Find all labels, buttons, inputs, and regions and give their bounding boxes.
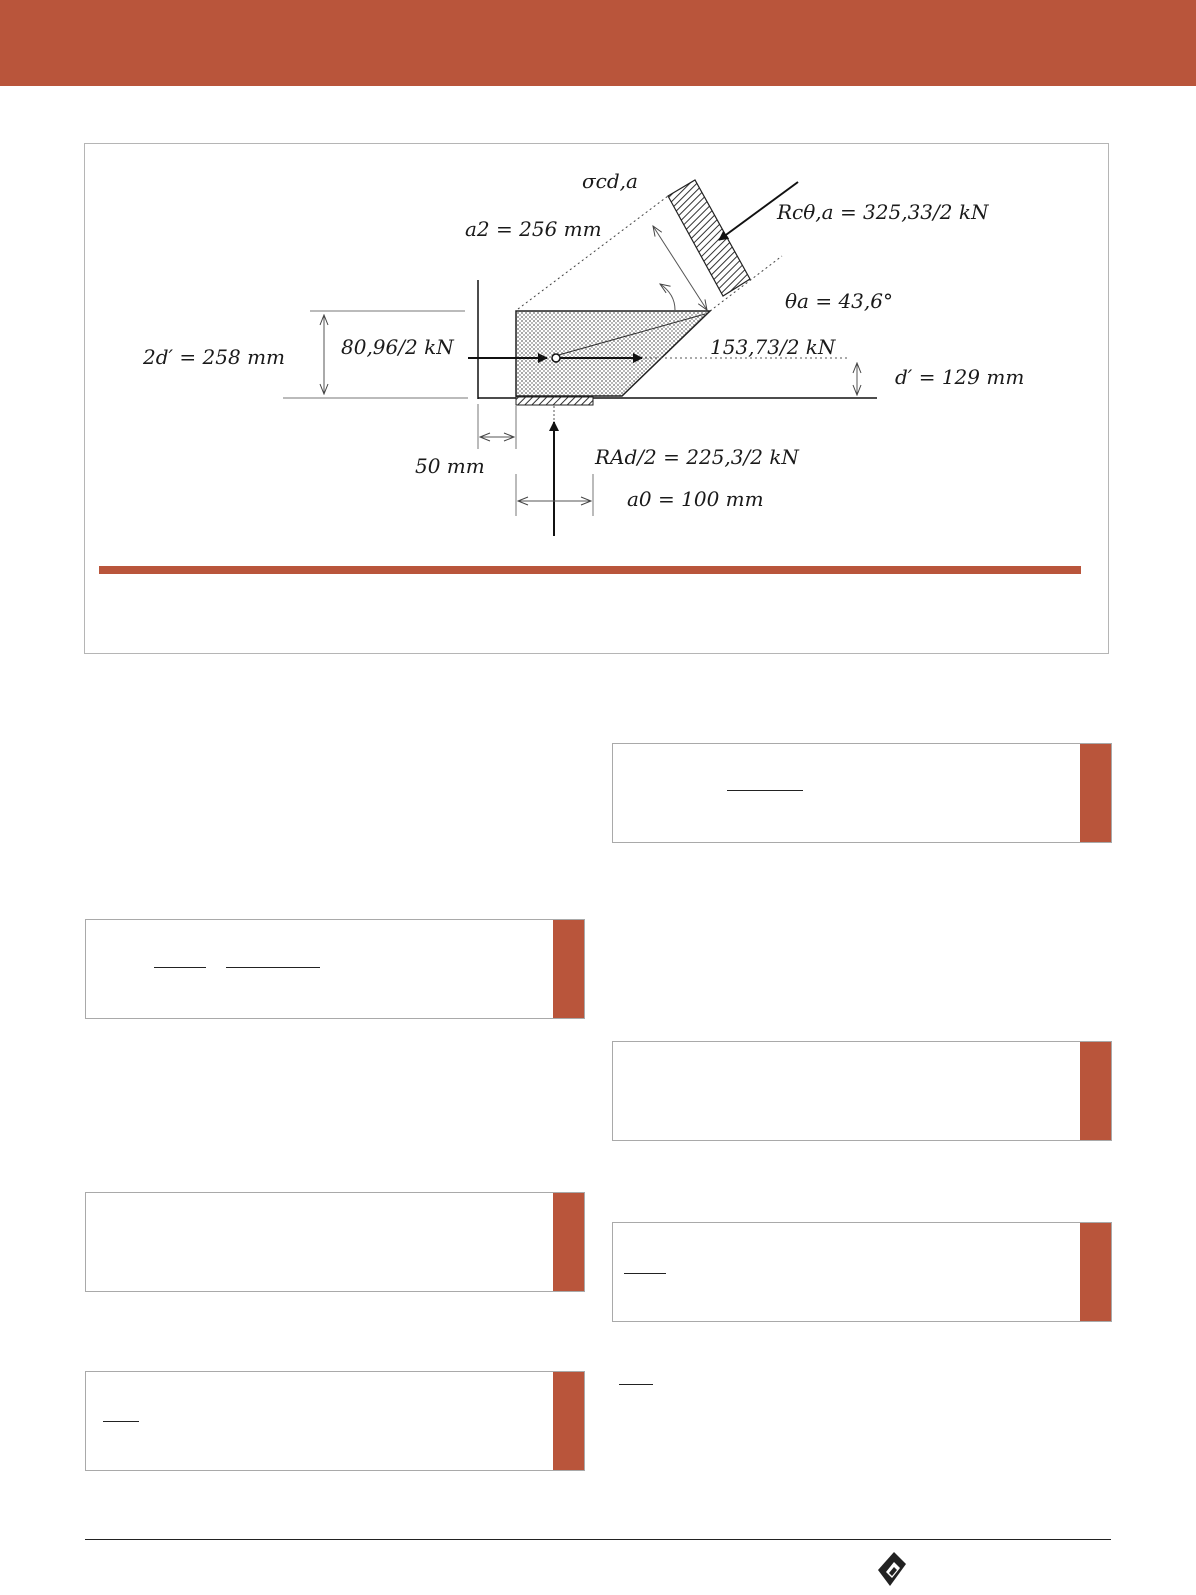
fraction-bar: [154, 967, 206, 968]
bearing-plate: [516, 397, 593, 405]
node-point: [552, 354, 560, 362]
fraction-bar: [624, 1273, 666, 1274]
label-rc: Rcθ,a = 325,33/2 kN: [777, 200, 989, 224]
formula-box-left-3: [85, 1371, 585, 1471]
formula-box-right-3: [612, 1222, 1112, 1322]
figure-frame: [84, 143, 1109, 654]
fraction-bar: [103, 1421, 139, 1422]
stress-block: [668, 180, 750, 296]
theta-arc: [660, 284, 675, 310]
label-d-prime: d′ = 129 mm: [895, 365, 1025, 389]
label-rad: RAd/2 = 225,3/2 kN: [595, 445, 799, 469]
nodal-zone: [516, 311, 710, 396]
label-a0: a0 = 100 mm: [627, 487, 764, 511]
strut-guide-upper: [518, 196, 668, 309]
formula-tab: [553, 920, 584, 1018]
label-force-h: 80,96/2 kN: [341, 335, 454, 359]
formula-tab: [1080, 1223, 1111, 1321]
formula-box-right-2: [612, 1041, 1112, 1141]
fraction-bar: [619, 1384, 653, 1385]
formula-box-left-2: [85, 1192, 585, 1292]
formula-tab: [553, 1372, 584, 1470]
label-sigma: σcd,a: [582, 169, 638, 193]
formula-tab: [1080, 744, 1111, 842]
label-2d: 2d′ = 258 mm: [143, 345, 286, 369]
strut-node-diagram: [85, 144, 1110, 655]
footer-rule: [85, 1539, 1111, 1540]
caption-rule: [99, 566, 1081, 574]
fraction-bar: [226, 967, 320, 968]
label-theta: θa = 43,6°: [785, 289, 893, 313]
fraction-bar: [727, 790, 803, 791]
label-gap: 50 mm: [415, 454, 485, 478]
formula-box-right-1: [612, 743, 1112, 843]
formula-tab: [1080, 1042, 1111, 1140]
label-a2: a2 = 256 mm: [465, 217, 602, 241]
header-band: [0, 0, 1196, 86]
formula-tab: [553, 1193, 584, 1291]
label-force-t: 153,73/2 kN: [710, 335, 836, 359]
formula-box-left-1: [85, 919, 585, 1019]
publisher-logo-icon: [874, 1550, 908, 1588]
